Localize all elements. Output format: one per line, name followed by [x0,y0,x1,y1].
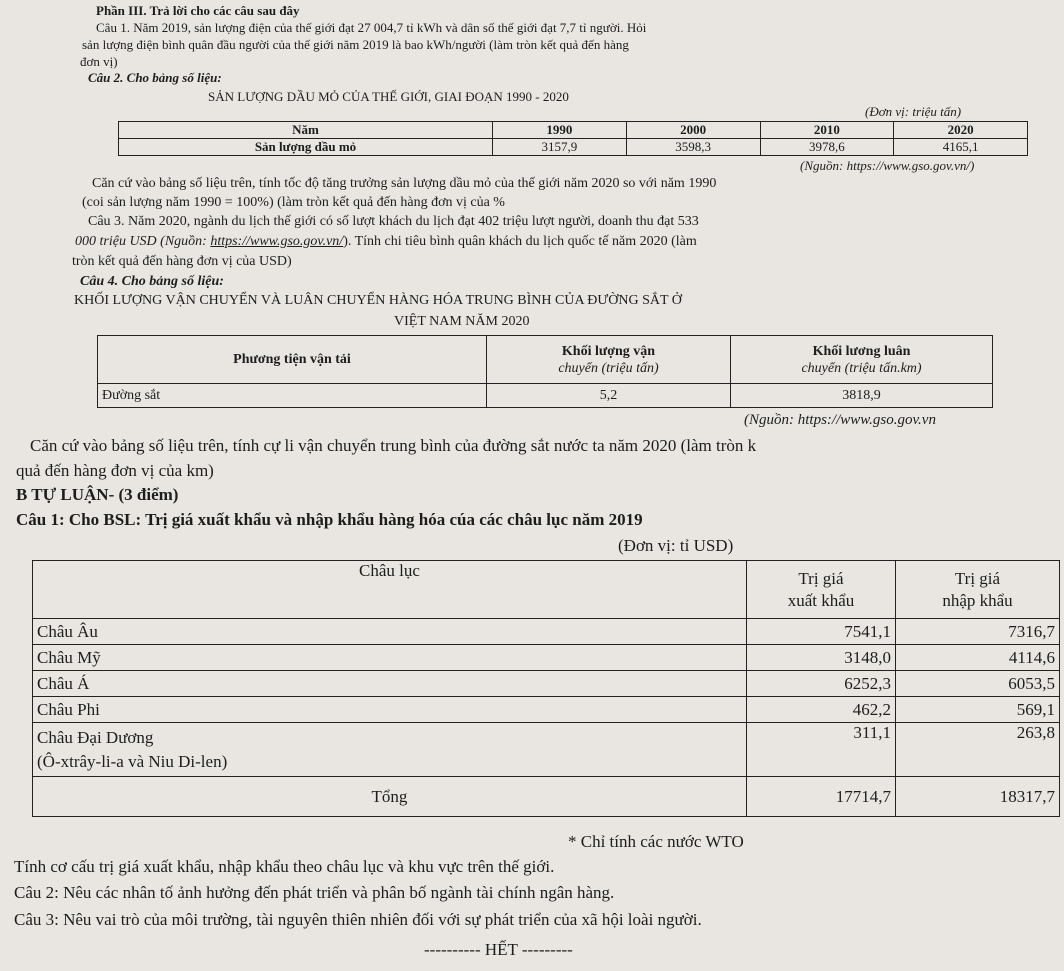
q3-line2 [75,234,697,250]
table-row [33,645,1060,671]
q2-title: SẢN LƯỢNG DẦU MỎ CỦA THẾ GIỚI, GIAI ĐOẠN 1990 - 2020 [208,89,569,104]
oil-output-table [118,121,1028,156]
partB-heading: B TỰ LUẬN- (3 điểm) [16,485,179,504]
table-cell: 17714,7 [747,777,896,817]
table-cell: Năm [119,122,493,139]
q4-line1: Căn cứ vào bảng số liệu trên, tính cự li vận chuyển trung bình của đường sắt nước ta năm 2020 (làm tròn k [30,436,757,455]
q1-line3: đơn vị) [80,54,118,69]
table-row [33,619,1060,645]
partB-q2: Câu 2: Nêu các nhân tố ảnh hưởng đến phát triển và phân bố ngành tài chính ngân hàng. [14,883,615,902]
trade-table [32,560,1060,817]
q2-source: (Nguồn: https://www.gso.gov.vn/) [800,158,975,173]
table-header: Châu lục [33,561,747,619]
table-cell: 462,2 [747,697,896,723]
cell-line: (Ô-xtrây-li-a và Niu Di-len) [37,751,228,771]
table-row [98,336,993,384]
header-line: Khối lương luân [812,343,911,359]
header-line: xuất khẩu [787,590,855,610]
table-cell: 3978,6 [760,139,894,156]
table-cell: 2000 [626,122,760,139]
table-cell: Châu Á [33,671,747,697]
q3-line3: tròn kết quả đến hàng đơn vị của USD) [72,254,292,269]
q4-label: Câu 4. Cho bảng số liệu: [80,274,224,289]
table-row [33,671,1060,697]
table-cell: 4114,6 [896,645,1060,671]
partB-q3: Câu 3: Nêu vai trò của môi trường, tài nguyên thiên nhiên đối với sự phát triển của xã hội loài người. [14,910,702,929]
table-row [33,723,1060,777]
part3-heading: Phần III. Trả lời cho các câu sau đây [96,3,300,18]
q2-line1: Căn cứ vào bảng số liệu trên, tính tốc độ tăng trưởng sản lượng dầu mỏ của thế giới năm 2020 so với năm 1990 [92,176,717,191]
table-row [119,139,1028,156]
table-cell: 4165,1 [894,139,1028,156]
q3-line2-rest: ). Tính chi tiêu bình quân khách du lịch quốc tế năm 2020 (làm [343,234,697,249]
table-header [896,561,1060,619]
table-row [33,777,1060,817]
header-line: Trị giá [954,568,1001,588]
header-line: Khối lượng vận [561,343,656,359]
q1-line2: sản lượng điện bình quân đầu người của thế giới năm 2019 là bao kWh/người (làm tròn kết quả đến hàng [82,37,629,52]
partB-unit: (Đơn vị: tỉ USD) [618,536,734,555]
header-line: nhập khẩu [942,590,1013,610]
q3-source-prefix: 000 triệu USD (Nguồn: [75,234,211,249]
table-cell: Sản lượng dầu mỏ [119,139,493,156]
table-cell: 18317,7 [896,777,1060,817]
table-row [33,561,1060,619]
table-cell: 7316,7 [896,619,1060,645]
table-header: Phương tiện vận tải [98,336,487,384]
partB-q1-text: Câu 1: Cho BSL: Trị giá xuất khẩu và nhập khẩu hàng hóa cúa các châu lục năm 2019 [16,510,643,529]
table-cell: Đường sắt [98,384,487,408]
q4-title2: VIỆT NAM NĂM 2020 [394,314,530,329]
table-cell [33,723,747,777]
table-row [33,697,1060,723]
table-cell: 3818,9 [731,384,993,408]
end-marker: ---------- HẾT --------- [424,940,573,959]
q4-title1: KHỐI LƯỢNG VẬN CHUYỂN VÀ LUÂN CHUYỂN HÀNG HÓA TRUNG BÌNH CỦA ĐƯỜNG SẮT Ở [74,293,682,308]
table-cell: 6053,5 [896,671,1060,697]
q2-unit: (Đơn vị: triệu tấn) [865,104,962,119]
table-cell: 3148,0 [747,645,896,671]
table-cell: Châu Phi [33,697,747,723]
table-cell: 2010 [760,122,894,139]
railway-table [97,335,993,408]
partB-task: Tính cơ cấu trị giá xuất khẩu, nhập khẩu theo châu lục và khu vực trên thế giới. [14,857,555,876]
table-cell: 2020 [894,122,1028,139]
table-cell: 1990 [493,122,627,139]
table-cell: 263,8 [896,723,1060,777]
table-header [731,336,993,384]
table-row [119,122,1028,139]
table-header [747,561,896,619]
q3-source-link[interactable]: https://www.gso.gov.vn/ [210,234,344,249]
q3-line1: Câu 3. Năm 2020, ngành du lịch thế giới có số lượt khách du lịch đạt 402 triệu lượt người, doanh thu đạt 533 [88,214,699,229]
cell-line: Châu Đại Dương [37,727,154,747]
table-cell: 3598,3 [626,139,760,156]
table-cell: 5,2 [487,384,731,408]
table-header [487,336,731,384]
table-cell: Tổng [33,777,747,817]
wto-note: * Chỉ tính các nước WTO [568,832,744,851]
table-cell: 569,1 [896,697,1060,723]
header-line: Trị giá [798,568,844,588]
table-cell: 7541,1 [747,619,896,645]
partB-q1 [16,510,643,530]
header-line: chuyển (triệu tấn.km) [801,360,922,376]
table-cell: Châu Mỹ [33,645,747,671]
table-row [98,384,993,408]
table-cell: 3157,9 [493,139,627,156]
q4-source: (Nguồn: https://www.gso.gov.vn [744,412,936,428]
table-cell: 311,1 [747,723,896,777]
q2-line2: (coi sản lượng năm 1990 = 100%) (làm tròn kết quả đến hàng đơn vị của % [82,195,505,210]
q4-line2: quả đến hàng đơn vị của km) [16,461,214,480]
header-line: chuyển (triệu tấn) [558,360,659,376]
table-cell: Châu Âu [33,619,747,645]
q2-label: Câu 2. Cho bảng số liệu: [88,70,222,85]
q1-line1: Câu 1. Năm 2019, sản lượng điện của thế giới đạt 27 004,7 tỉ kWh và dân số thế giới đạt 7,7 tỉ người. Hỏi [96,20,647,35]
table-cell: 6252,3 [747,671,896,697]
